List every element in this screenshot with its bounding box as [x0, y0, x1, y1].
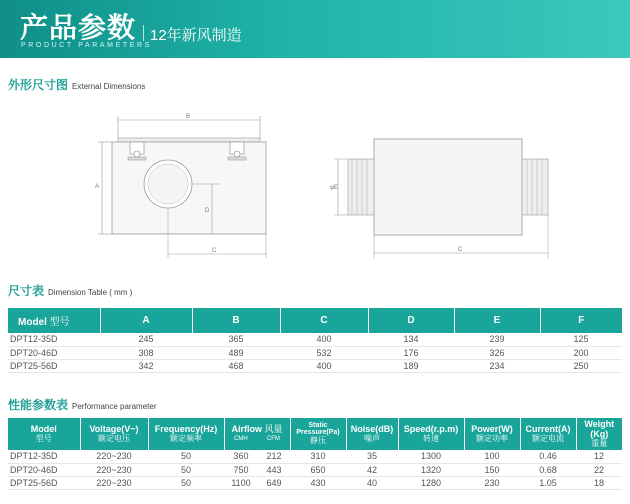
cell-model: DPT25-56D: [8, 476, 80, 489]
cell-cfm: 443: [258, 463, 290, 476]
cell-cmh: 1100: [224, 476, 258, 489]
page-subtitle-en: PRODUCT PARAMETERS: [21, 42, 152, 49]
cell-model: DPT20-46D: [8, 463, 80, 476]
dim-label-phi-e: φE: [330, 185, 338, 191]
cell-c: 532: [280, 346, 368, 359]
cell-f: 200: [540, 346, 622, 359]
cell-model: DPT25-56D: [8, 359, 100, 372]
cell-static: 650: [290, 463, 346, 476]
cell-e: 239: [454, 333, 540, 346]
external-dimensions-title: [8, 76, 145, 93]
cell-a: 245: [100, 333, 192, 346]
mounting-bracket-right: [228, 142, 246, 160]
col-header-noise: Noise(dB) 噪声: [346, 418, 398, 450]
cell-a: 308: [100, 346, 192, 359]
dim-label-d: D: [205, 208, 210, 214]
performance-table-title: [8, 396, 157, 413]
performance-table-title-en: Performance parameter: [72, 402, 157, 411]
dimension-table-header: [8, 308, 622, 333]
dimension-table: [8, 308, 622, 373]
cell-power: 100: [464, 450, 520, 463]
cell-noise: 35: [346, 450, 398, 463]
external-dimensions-title-en: External Dimensions: [72, 82, 146, 91]
cell-static: 310: [290, 450, 346, 463]
cell-e: 326: [454, 346, 540, 359]
cell-e: 234: [454, 359, 540, 372]
col-header-e: E: [454, 308, 540, 333]
cell-d: 176: [368, 346, 454, 359]
dim-label-a: A: [95, 184, 100, 190]
cell-frequency: 50: [148, 476, 224, 489]
dimension-table-title: [8, 282, 132, 299]
dim-label-b: B: [186, 114, 191, 120]
table-row: [8, 346, 622, 359]
cell-current: 0.68: [520, 463, 576, 476]
col-header-a: A: [100, 308, 192, 333]
performance-table-title-cn: 性能参数表: [8, 398, 69, 412]
performance-table: [8, 418, 622, 490]
cell-cmh: 750: [224, 463, 258, 476]
col-header-airflow: Airflow 风量 CMH CFM: [224, 418, 290, 450]
cell-voltage: 220~230: [80, 450, 148, 463]
cell-noise: 42: [346, 463, 398, 476]
header-slogan: 12年新风制造: [150, 27, 242, 44]
cell-f: 250: [540, 359, 622, 372]
cell-noise: 40: [346, 476, 398, 489]
cell-power: 230: [464, 476, 520, 489]
header-banner: [0, 0, 630, 58]
cell-speed: 1300: [398, 450, 464, 463]
cell-static: 430: [290, 476, 346, 489]
table-row: [8, 450, 622, 463]
dim-label-c-side: C: [458, 247, 463, 253]
dimension-table-title-en: Dimension Table ( mm ): [48, 288, 133, 297]
cell-d: 189: [368, 359, 454, 372]
cell-model: DPT12-35D: [8, 333, 100, 346]
col-header-weight: Weight (Kg) 重量: [576, 418, 622, 450]
mounting-bracket-left: [128, 142, 146, 160]
cell-cfm: 649: [258, 476, 290, 489]
cell-b: 365: [192, 333, 280, 346]
col-header-d: D: [368, 308, 454, 333]
cell-power: 150: [464, 463, 520, 476]
duct-connector-left: [348, 159, 374, 215]
dimension-table-title-cn: 尺寸表: [8, 284, 45, 298]
sub-header-cmh: CMH: [234, 436, 248, 442]
cell-b: 468: [192, 359, 280, 372]
cell-speed: 1280: [398, 476, 464, 489]
col-header-speed: Speed(r.p.m) 转速: [398, 418, 464, 450]
sub-header-cfm: CFM: [266, 436, 280, 442]
cell-speed: 1320: [398, 463, 464, 476]
col-header-voltage: Voltage(V~) 额定电压: [80, 418, 148, 450]
col-header-model: Model 型号: [8, 308, 100, 333]
performance-table-header: [8, 418, 622, 450]
dim-label-c: C: [212, 248, 217, 254]
col-header-f: F: [540, 308, 622, 333]
page-title: 产品参数: [20, 11, 137, 44]
side-view-drawing: [330, 135, 570, 265]
table-row: [8, 359, 622, 372]
cell-voltage: 220~230: [80, 476, 148, 489]
col-header-frequency: Frequency(Hz) 额定频率: [148, 418, 224, 450]
cell-model: DPT12-35D: [8, 450, 80, 463]
front-view-drawing: [90, 108, 280, 263]
cell-d: 134: [368, 333, 454, 346]
cell-c: 400: [280, 333, 368, 346]
col-header-model: Model 型号: [8, 418, 80, 450]
cell-a: 342: [100, 359, 192, 372]
col-header-power: Power(W) 额定功率: [464, 418, 520, 450]
cell-cmh: 360: [224, 450, 258, 463]
cell-weight: 12: [576, 450, 622, 463]
duct-connector-right: [522, 159, 548, 215]
col-header-b: B: [192, 308, 280, 333]
cell-weight: 18: [576, 476, 622, 489]
cell-b: 489: [192, 346, 280, 359]
cell-model: DPT20-46D: [8, 346, 100, 359]
header-divider: [143, 25, 144, 41]
cell-f: 125: [540, 333, 622, 346]
external-dimensions-title-cn: 外形尺寸图: [8, 78, 69, 92]
cell-current: 0.46: [520, 450, 576, 463]
table-row: [8, 463, 622, 476]
cell-frequency: 50: [148, 463, 224, 476]
cell-cfm: 212: [258, 450, 290, 463]
col-header-c: C: [280, 308, 368, 333]
cell-frequency: 50: [148, 450, 224, 463]
col-header-static-pressure: Static Pressure(Pa) 静压: [290, 418, 346, 450]
cell-weight: 22: [576, 463, 622, 476]
table-row: [8, 333, 622, 346]
cell-current: 1.05: [520, 476, 576, 489]
col-header-current: Current(A) 额定电流: [520, 418, 576, 450]
cell-c: 400: [280, 359, 368, 372]
cell-voltage: 220~230: [80, 463, 148, 476]
table-row: [8, 476, 622, 489]
